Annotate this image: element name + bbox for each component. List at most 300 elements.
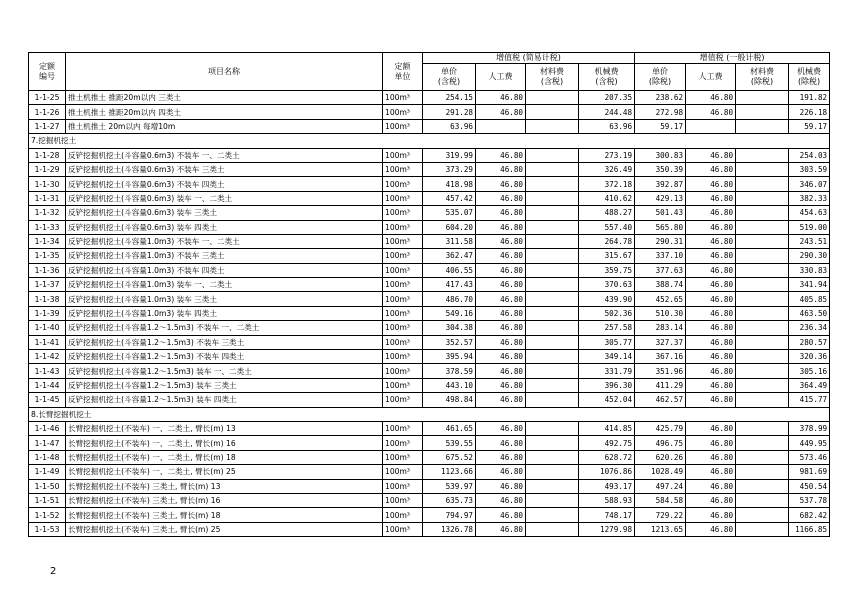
simple-material-cell [526,206,579,220]
general-material-cell [736,393,789,407]
simple-labor-cell: 46.80 [476,148,526,162]
quota-unit [383,364,423,378]
general-labor-cell: 46.80 [686,522,736,536]
simple-labor-cell: 46.80 [476,177,526,191]
simple-labor-cell: 46.80 [476,321,526,335]
general-unit-price-cell: 501.43 [635,206,686,220]
simple-unit-price-cell: 319.99 [423,148,476,162]
general-material-cell [736,378,789,392]
quota-unit [383,91,423,105]
general-machinery-cell: 226.18 [789,105,830,119]
quota-unit [383,148,423,162]
table-row [29,278,830,292]
header-group-simple-text: 增值税 (简易计税) [496,53,561,62]
item-name: 长臂挖掘机挖土(不装车) 一、二类土, 臂长(m) 16 [66,436,383,450]
table-row [29,191,830,205]
simple-machinery-cell: 370.63 [579,278,635,292]
general-unit-price-cell: 510.30 [635,306,686,320]
quota-unit [383,191,423,205]
simple-material-cell [526,177,579,191]
quota-code: 1-1-26 [29,105,66,119]
simple-machinery-cell: 748.17 [579,508,635,522]
simple-unit-price-cell: 291.28 [423,105,476,119]
simple-unit-price-cell: 635.73 [423,493,476,507]
general-machinery-cell: 59.17 [789,119,830,133]
simple-unit-price-cell: 311.58 [423,234,476,248]
simple-unit-price-cell: 457.42 [423,191,476,205]
simple-labor-cell: 46.80 [476,91,526,105]
simple-machinery-cell: 305.77 [579,335,635,349]
unit-text: 100m³ [385,424,410,434]
unit-text: 100m³ [385,524,410,534]
header-simple-unit-price [423,64,476,91]
header-code-text: 定额 编号 [39,61,55,81]
general-material-cell [736,148,789,162]
general-unit-price-cell: 272.98 [635,105,686,119]
unit-text: 100m³ [385,452,410,462]
table-row [29,479,830,493]
general-unit-price-cell: 337.10 [635,249,686,263]
simple-labor-cell: 46.80 [476,162,526,176]
unit-text: 100m³ [385,208,410,218]
general-unit-price-cell: 238.62 [635,91,686,105]
table-row [29,206,830,220]
simple-material-cell [526,249,579,263]
header-general-material-text: 材料费 (除税) [750,67,775,86]
simple-labor-cell: 46.80 [476,508,526,522]
general-unit-price-cell: 729.22 [635,508,686,522]
simple-machinery-cell: 492.75 [579,436,635,450]
simple-labor-cell: 46.80 [476,191,526,205]
general-unit-price-cell: 565.80 [635,220,686,234]
simple-unit-price-cell: 539.55 [423,436,476,450]
simple-machinery-cell: 396.30 [579,378,635,392]
quota-unit [383,421,423,435]
general-machinery-cell: 378.99 [789,421,830,435]
general-labor-cell: 46.80 [686,364,736,378]
item-name: 长臂挖掘机挖土(不装车) 一、二类土, 臂长(m) 13 [66,421,383,435]
general-material-cell [736,364,789,378]
simple-unit-price-cell: 1123.66 [423,465,476,479]
quota-code: 1-1-33 [29,220,66,234]
quota-code: 1-1-48 [29,450,66,464]
quota-code: 1-1-46 [29,421,66,435]
section-title: 7.挖掘机挖土 [29,134,830,148]
quota-unit [383,177,423,191]
general-material-cell [736,450,789,464]
unit-text: 100m³ [385,265,410,275]
item-name: 反铲挖掘机挖土(斗容量0.6m3) 装车 三类土 [66,206,383,220]
header-group-simple [423,53,635,64]
simple-unit-price-cell: 1326.78 [423,522,476,536]
table-row [29,234,830,248]
simple-labor-cell: 46.80 [476,421,526,435]
table-row [29,177,830,191]
general-machinery-cell: 415.77 [789,393,830,407]
simple-material-cell [526,450,579,464]
simple-machinery-cell: 359.75 [579,263,635,277]
general-labor-cell [686,119,736,133]
quota-unit [383,350,423,364]
general-unit-price-cell: 411.29 [635,378,686,392]
quota-unit [383,162,423,176]
quota-code: 1-1-51 [29,493,66,507]
quota-unit [383,522,423,536]
general-labor-cell: 46.80 [686,378,736,392]
simple-labor-cell [476,119,526,133]
unit-text: 100m³ [385,496,410,506]
simple-labor-cell: 46.80 [476,278,526,292]
simple-machinery-cell: 410.62 [579,191,635,205]
general-machinery-cell: 330.83 [789,263,830,277]
simple-machinery-cell: 452.04 [579,393,635,407]
header-name-text: 项目名称 [208,66,240,76]
general-machinery-cell: 537.78 [789,493,830,507]
general-machinery-cell: 341.94 [789,278,830,292]
simple-machinery-cell: 588.93 [579,493,635,507]
simple-labor-cell: 46.80 [476,479,526,493]
simple-machinery-cell: 372.18 [579,177,635,191]
quota-unit [383,220,423,234]
general-unit-price-cell: 1028.49 [635,465,686,479]
simple-machinery-cell: 1076.86 [579,465,635,479]
general-labor-cell: 46.80 [686,105,736,119]
general-machinery-cell: 236.34 [789,321,830,335]
quota-code: 1-1-28 [29,148,66,162]
simple-unit-price-cell: 535.07 [423,206,476,220]
simple-material-cell [526,220,579,234]
simple-labor-cell: 46.80 [476,393,526,407]
general-unit-price-cell: 462.57 [635,393,686,407]
simple-material-cell [526,234,579,248]
item-name: 反铲挖掘机挖土(斗容量1.0m3) 装车 四类土 [66,306,383,320]
general-unit-price-cell: 388.74 [635,278,686,292]
quota-unit [383,263,423,277]
simple-material-cell [526,306,579,320]
unit-text: 100m³ [385,352,410,362]
item-name: 长臂挖掘机挖土(不装车) 三类土, 臂长(m) 25 [66,522,383,536]
general-labor-cell: 46.80 [686,393,736,407]
item-name: 推土机推土 推距20m以内 四类土 [66,105,383,119]
item-name: 长臂挖掘机挖土(不装车) 三类土, 臂长(m) 16 [66,493,383,507]
item-name: 反铲挖掘机挖土(斗容量1.0m3) 装车 一、二类土 [66,278,383,292]
header-group-general-text: 增值税 (一般计税) [699,53,765,62]
general-unit-price-cell: 59.17 [635,119,686,133]
simple-material-cell [526,278,579,292]
general-material-cell [736,421,789,435]
simple-unit-price-cell: 461.65 [423,421,476,435]
simple-material-cell [526,162,579,176]
general-labor-cell: 46.80 [686,450,736,464]
simple-unit-price-cell: 373.29 [423,162,476,176]
simple-labor-cell: 46.80 [476,249,526,263]
general-labor-cell: 46.80 [686,162,736,176]
item-name: 反铲挖掘机挖土(斗容量0.6m3) 装车 一、二类土 [66,191,383,205]
quota-unit [383,321,423,335]
header-code [29,53,66,91]
unit-text: 100m³ [385,381,410,390]
simple-material-cell [526,119,579,133]
quota-code: 1-1-29 [29,162,66,176]
quota-code: 1-1-31 [29,191,66,205]
simple-labor-cell: 46.80 [476,220,526,234]
general-material-cell [736,493,789,507]
item-name: 反铲挖掘机挖土(斗容量1.2～1.5m3) 不装车 四类土 [66,350,383,364]
simple-machinery-cell: 331.79 [579,364,635,378]
general-labor-cell: 46.80 [686,493,736,507]
item-name: 反铲挖掘机挖土(斗容量1.0m3) 不装车 三类土 [66,249,383,263]
quota-code: 1-1-34 [29,234,66,248]
simple-machinery-cell: 488.27 [579,206,635,220]
general-machinery-cell: 254.03 [789,148,830,162]
table-row [29,508,830,522]
quota-unit [383,249,423,263]
general-labor-cell: 46.80 [686,148,736,162]
unit-text: 100m³ [385,121,410,131]
unit-text: 100m³ [385,165,410,175]
simple-machinery-cell: 63.96 [579,119,635,133]
simple-labor-cell: 46.80 [476,364,526,378]
simple-unit-price-cell: 304.38 [423,321,476,335]
header-unit [383,53,423,91]
simple-material-cell [526,191,579,205]
general-unit-price-cell: 351.96 [635,364,686,378]
general-material-cell [736,119,789,133]
simple-labor-cell: 46.80 [476,350,526,364]
simple-labor-cell: 46.80 [476,493,526,507]
general-labor-cell: 46.80 [686,249,736,263]
quota-code: 1-1-52 [29,508,66,522]
general-machinery-cell: 463.50 [789,306,830,320]
simple-machinery-cell: 326.49 [579,162,635,176]
item-name: 反铲挖掘机挖土(斗容量1.2～1.5m3) 不装车 三类土 [66,335,383,349]
unit-text: 100m³ [385,179,410,189]
unit-text: 100m³ [385,438,410,448]
simple-labor-cell: 46.80 [476,522,526,536]
item-name: 反铲挖掘机挖土(斗容量1.2～1.5m3) 装车 四类土 [66,393,383,407]
simple-labor-cell: 46.80 [476,234,526,248]
quota-code: 1-1-45 [29,393,66,407]
simple-labor-cell: 46.80 [476,436,526,450]
simple-material-cell [526,321,579,335]
general-machinery-cell: 320.36 [789,350,830,364]
quota-code: 1-1-25 [29,91,66,105]
simple-material-cell [526,364,579,378]
header-group-general [635,53,830,64]
quota-code: 1-1-30 [29,177,66,191]
quota-code: 1-1-49 [29,465,66,479]
general-machinery-cell: 303.59 [789,162,830,176]
general-machinery-cell: 290.30 [789,249,830,263]
header-simple-material-text: 材料费 (含税) [540,67,564,86]
item-name: 反铲挖掘机挖土(斗容量0.6m3) 不装车 一、二类土 [66,148,383,162]
general-labor-cell: 46.80 [686,350,736,364]
quota-code: 1-1-43 [29,364,66,378]
header-simple-labor [476,64,526,91]
quota-code: 1-1-27 [29,119,66,133]
table-row [29,321,830,335]
general-material-cell [736,249,789,263]
item-name: 长臂挖掘机挖土(不装车) 三类土, 臂长(m) 13 [66,479,383,493]
unit-text: 100m³ [385,467,410,477]
header-general-unit-price-text: 单价 (除税) [648,67,672,86]
general-machinery-cell: 1166.85 [789,522,830,536]
general-machinery-cell: 191.82 [789,91,830,105]
table-row [29,436,830,450]
quota-unit [383,450,423,464]
quota-unit [383,508,423,522]
general-material-cell [736,177,789,191]
simple-unit-price-cell: 63.96 [423,119,476,133]
simple-material-cell [526,479,579,493]
general-unit-price-cell: 392.87 [635,177,686,191]
simple-unit-price-cell: 417.43 [423,278,476,292]
simple-unit-price-cell: 539.97 [423,479,476,493]
general-machinery-cell: 519.00 [789,220,830,234]
table-row [29,393,830,407]
quota-unit [383,105,423,119]
simple-unit-price-cell: 794.97 [423,508,476,522]
quota-unit [383,378,423,392]
general-machinery-cell: 382.33 [789,191,830,205]
simple-material-cell [526,91,579,105]
general-machinery-cell: 364.49 [789,378,830,392]
general-machinery-cell: 243.51 [789,234,830,248]
simple-labor-cell: 46.80 [476,206,526,220]
general-labor-cell: 46.80 [686,335,736,349]
unit-text: 100m³ [385,309,410,319]
general-machinery-cell: 981.69 [789,465,830,479]
general-unit-price-cell: 584.58 [635,493,686,507]
unit-text: 100m³ [385,222,410,232]
unit-text: 100m³ [385,93,410,103]
simple-machinery-cell: 493.17 [579,479,635,493]
table-row [29,522,830,536]
general-material-cell [736,191,789,205]
general-machinery-cell: 682.42 [789,508,830,522]
simple-machinery-cell: 414.85 [579,421,635,435]
unit-text: 100m³ [385,337,410,347]
header-simple-machinery-text: 机械费 (含税) [594,67,619,86]
quota-unit [383,278,423,292]
general-unit-price-cell: 377.63 [635,263,686,277]
simple-labor-cell: 46.80 [476,292,526,306]
simple-unit-price-cell: 549.16 [423,306,476,320]
header-general-unit-price [635,64,686,91]
quota-unit [383,479,423,493]
simple-labor-cell: 46.80 [476,378,526,392]
header-simple-machinery [579,64,635,91]
table-row [29,493,830,507]
general-labor-cell: 46.80 [686,177,736,191]
general-unit-price-cell: 620.26 [635,450,686,464]
general-material-cell [736,508,789,522]
table-row [29,263,830,277]
general-labor-cell: 46.80 [686,91,736,105]
table-row [29,105,830,119]
general-labor-cell: 46.80 [686,191,736,205]
unit-text: 100m³ [385,366,410,376]
header-simple-material [526,64,579,91]
general-labor-cell: 46.80 [686,306,736,320]
item-name: 长臂挖掘机挖土(不装车) 一、二类土, 臂长(m) 25 [66,465,383,479]
header-general-machinery-text: 机械费 (除税) [797,67,822,86]
quota-code: 1-1-38 [29,292,66,306]
general-unit-price-cell: 452.65 [635,292,686,306]
general-material-cell [736,234,789,248]
general-material-cell [736,278,789,292]
simple-unit-price-cell: 675.52 [423,450,476,464]
general-material-cell [736,105,789,119]
quota-code: 1-1-53 [29,522,66,536]
general-unit-price-cell: 300.83 [635,148,686,162]
general-labor-cell: 46.80 [686,321,736,335]
quota-code: 1-1-40 [29,321,66,335]
item-name: 反铲挖掘机挖土(斗容量1.2～1.5m3) 不装车 一、二类土 [66,321,383,335]
item-name: 反铲挖掘机挖土(斗容量1.2～1.5m3) 装车 三类土 [66,378,383,392]
item-name: 反铲挖掘机挖土(斗容量0.6m3) 装车 四类土 [66,220,383,234]
general-labor-cell: 46.80 [686,465,736,479]
general-material-cell [736,206,789,220]
quota-unit [383,465,423,479]
general-unit-price-cell: 429.13 [635,191,686,205]
table-body [29,91,830,537]
simple-labor-cell: 46.80 [476,306,526,320]
general-labor-cell: 46.80 [686,234,736,248]
unit-text: 100m³ [385,481,410,491]
quota-code: 1-1-44 [29,378,66,392]
general-labor-cell: 46.80 [686,292,736,306]
section-row [29,407,830,421]
general-material-cell [736,220,789,234]
quota-price-table [28,52,830,537]
general-machinery-cell: 405.85 [789,292,830,306]
general-machinery-cell: 454.63 [789,206,830,220]
simple-material-cell [526,493,579,507]
general-material-cell [736,436,789,450]
quota-unit [383,393,423,407]
unit-text: 100m³ [385,280,410,290]
section-title: 8.长臂挖掘机挖土 [29,407,830,421]
general-unit-price-cell: 1213.65 [635,522,686,536]
table-row [29,364,830,378]
simple-unit-price-cell: 418.98 [423,177,476,191]
simple-unit-price-cell: 395.94 [423,350,476,364]
general-material-cell [736,263,789,277]
simple-material-cell [526,292,579,306]
general-unit-price-cell: 290.31 [635,234,686,248]
quota-code: 1-1-42 [29,350,66,364]
simple-labor-cell: 46.80 [476,335,526,349]
table-row [29,220,830,234]
unit-text: 100m³ [385,395,410,405]
simple-machinery-cell: 207.35 [579,91,635,105]
simple-unit-price-cell: 254.15 [423,91,476,105]
table-row [29,91,830,105]
simple-machinery-cell: 257.58 [579,321,635,335]
quota-unit [383,234,423,248]
header-general-material [736,64,789,91]
general-unit-price-cell: 350.39 [635,162,686,176]
unit-text: 100m³ [385,323,410,333]
quota-code: 1-1-37 [29,278,66,292]
table-row [29,119,830,133]
unit-text: 100m³ [385,237,410,247]
general-unit-price-cell: 425.79 [635,421,686,435]
header-general-labor-text: 人工费 [698,72,723,81]
item-name: 长臂挖掘机挖土(不装车) 一、二类土, 臂长(m) 18 [66,450,383,464]
general-labor-cell: 46.80 [686,508,736,522]
